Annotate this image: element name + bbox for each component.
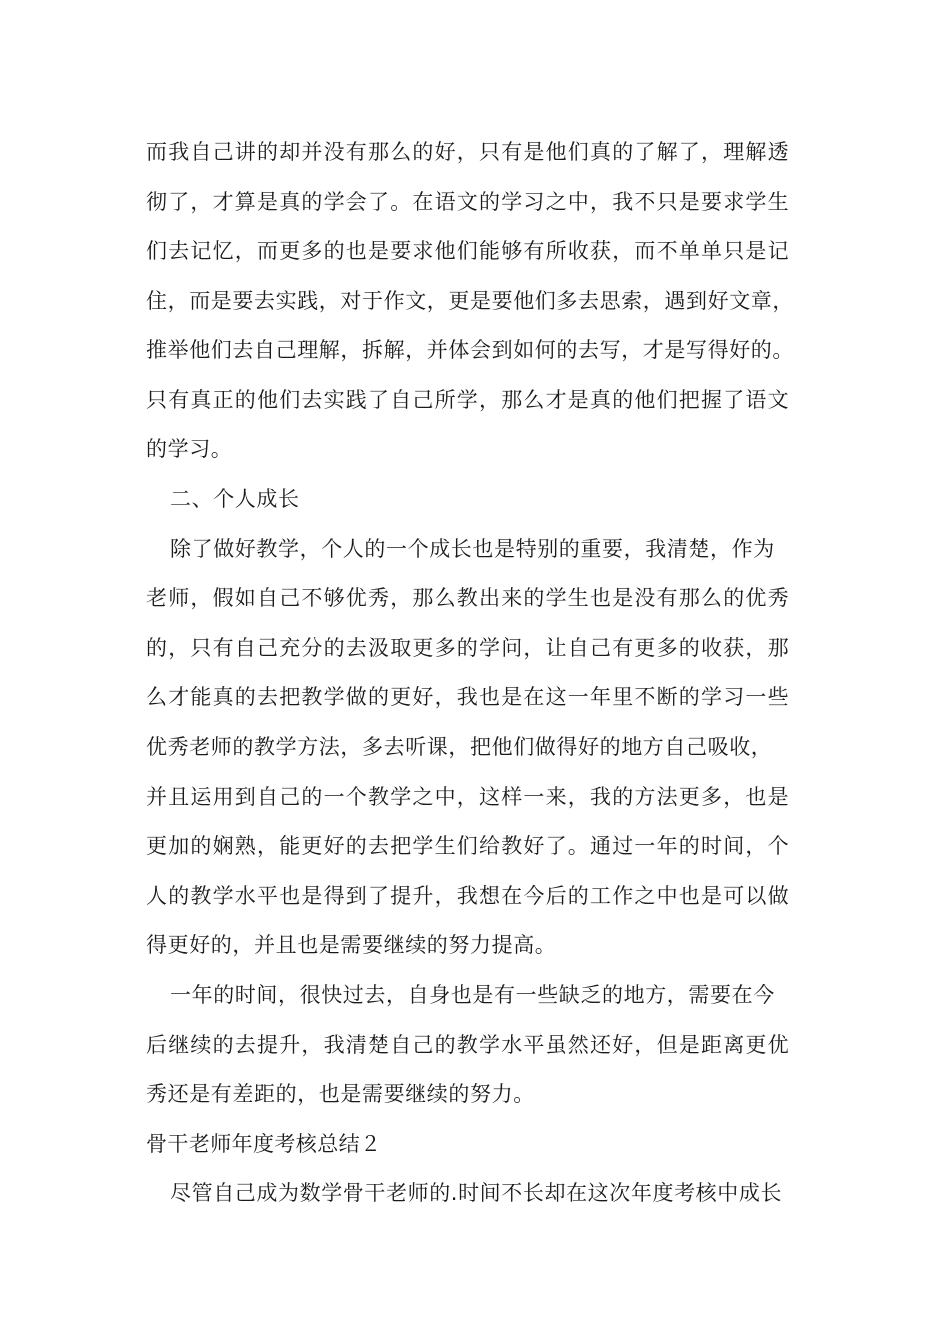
text-line: 彻了，才算是真的学会了。在语文的学习之中，我不只是要求学生	[146, 190, 790, 214]
text-line: 并且运用到自己的一个教学之中，这样一来，我的方法更多，也是	[146, 785, 790, 809]
text-line: 尽管自己成为数学骨干老师的.时间不长却在这次年度考核中成长	[170, 1181, 783, 1205]
text-line: 么才能真的去把教学做的更好，我也是在这一年里不断的学习一些	[146, 685, 790, 709]
section-heading: 二、个人成长	[170, 487, 300, 511]
text-line: 住，而是要去实践，对于作文，更是要他们多去思索，遇到好文章，	[146, 289, 794, 313]
text-line: 只有真正的他们去实践了自己所学，那么才是真的他们把握了语文	[146, 388, 790, 412]
text-line: 们去记忆，而更多的也是要求他们能够有所收获，而不单单只是记	[146, 239, 790, 263]
text-line: 的学习。	[146, 437, 233, 461]
text-line: 而我自己讲的却并没有那么的好，只有是他们真的了解了，理解透	[146, 140, 790, 164]
text-line: 老师，假如自己不够优秀，那么教出来的学生也是没有那么的优秀	[146, 586, 790, 610]
text-line: 得更好的，并且也是需要继续的努力提高。	[146, 933, 557, 957]
text-line: 推举他们去自己理解，拆解，并体会到如何的去写，才是写得好的。	[146, 338, 794, 362]
text-line: 一年的时间，很快过去，自身也是有一些缺乏的地方，需要在今	[170, 983, 775, 1007]
text-line: 秀还是有差距的，也是需要继续的努力。	[146, 1082, 535, 1106]
text-line: 人的教学水平也是得到了提升，我想在今后的工作之中也是可以做	[146, 884, 790, 908]
text-line: 的，只有自己充分的去汲取更多的学问，让自己有更多的收获，那	[146, 636, 790, 660]
text-line: 优秀老师的教学方法，多去听课，把他们做得好的地方自己吸收，	[146, 735, 773, 759]
text-line: 更加的娴熟，能更好的去把学生们给教好了。通过一年的时间，个	[146, 834, 790, 858]
document-title: 骨干老师年度考核总结２	[146, 1132, 382, 1156]
text-line: 除了做好教学，个人的一个成长也是特别的重要，我清楚，作为	[170, 537, 775, 561]
text-line: 后继续的去提升，我清楚自己的教学水平虽然还好，但是距离更优	[146, 1033, 790, 1057]
